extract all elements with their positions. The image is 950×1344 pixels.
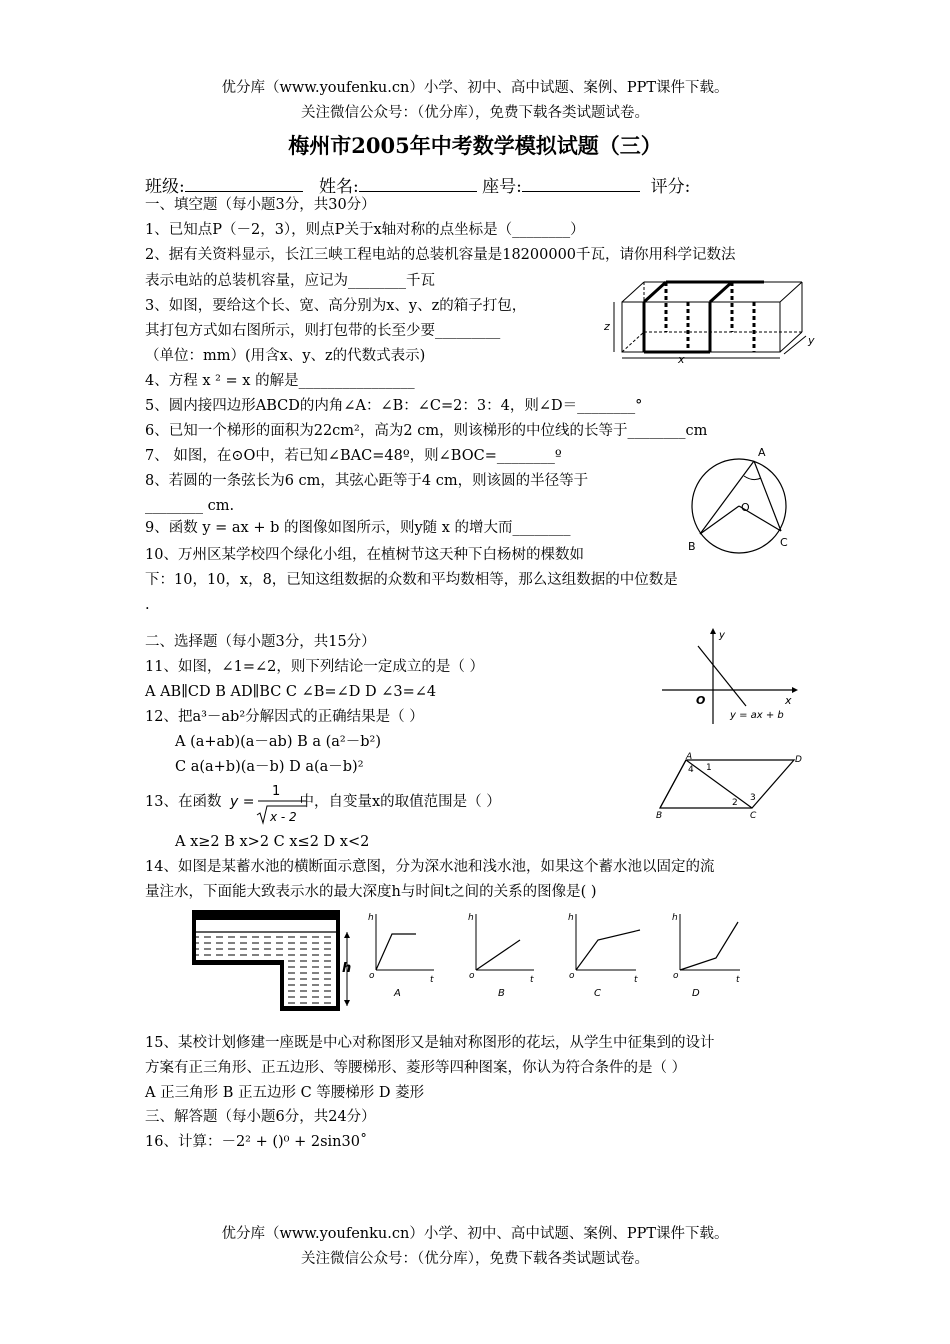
question-11: 11、如图，∠1=∠2，则下列结论一定成立的是（ ） (145, 659, 484, 675)
para-label-a: A (686, 752, 693, 762)
para-label-d: D (795, 755, 802, 765)
graph-c-label: C (594, 988, 601, 999)
graph-equation: y = ax + b (730, 710, 784, 721)
question-2-line-2: 表示电站的总装机容量，应记为________千瓦 (145, 273, 435, 289)
question-15-line-2: 方案有正三角形、正五边形、等腰梯形、菱形等四种图案，你认为符合条件的是（ ） (145, 1060, 687, 1076)
graph-a-t: t (430, 975, 434, 985)
question-10-line-3: . (145, 597, 150, 613)
circle-label-c: C (780, 536, 788, 549)
graph-label-y: y (719, 630, 725, 641)
question-8-line-1: 8、若圆的一条弦长为6 cm，其弦心距等于4 cm，则该圆的半径等于 (145, 473, 589, 489)
question-10-line-2: 下：10，10，x，8，已知这组数据的众数和平均数相等，那么这组数据的中位数是 (145, 572, 678, 588)
question-3-line-3: （单位：mm）(用含x、y、z的代数式表示) (145, 348, 426, 364)
question-3-line-1: 3、如图，要给这个长、宽、高分别为x、y、z的箱子打包， (145, 298, 527, 314)
pool-figure (192, 910, 362, 1012)
graph-option-b (468, 913, 534, 999)
graph-d-label: D (692, 988, 700, 999)
circle-label-o: O (741, 501, 750, 514)
class-label: 班级: (145, 177, 185, 197)
circle-label-b: B (688, 540, 696, 553)
question-8-line-2: ________ cm. (145, 498, 235, 514)
question-11-options: A AB∥CD B AD∥BC C ∠B=∠D D ∠3=∠4 (145, 684, 437, 700)
question-2-line-1: 2、据有关资料显示，长江三峡工程电站的总装机容量是18200000千瓦，请你用科学记数法 (145, 247, 736, 263)
graph-a-h: h (368, 913, 374, 923)
question-6: 6、已知一个梯形的面积为22cm²，高为2 cm，则该梯形的中位线的长等于________cm (145, 423, 708, 439)
box-figure (604, 272, 820, 364)
question-4: 4、方程 x ² = x 的解是________________ (145, 373, 415, 389)
question-12-options-cd: C a(a+b)(a－b) D a(a－b)² (175, 759, 364, 775)
question-10-line-1: 10、万州区某学校四个绿化小组，在植树节这天种下白杨树的棵数如 (145, 547, 584, 563)
question-9: 9、函数 y = ax + b 的图像如图所示，则y随 x 的增大而________ (145, 520, 571, 536)
section2-heading: 二、选择题（每小题3分，共15分） (145, 634, 376, 650)
question-1: 1、已知点P（－2，3），则点P关于x轴对称的点坐标是（________） (145, 222, 585, 238)
score-label: 评分: (650, 177, 691, 197)
pool-label-h: h (342, 961, 352, 976)
graph-label-x: x (785, 694, 792, 707)
angle-label-4: 4 (688, 765, 694, 775)
box-label-y: y (808, 334, 815, 347)
circle-figure (682, 444, 800, 556)
graph-c-o: o (569, 971, 575, 981)
answer-graphs (364, 908, 760, 1004)
graph-b-o: o (469, 971, 475, 981)
student-info-line (145, 172, 690, 197)
footer-line-2: 关注微信公众号：（优分库），免费下载各类试题试卷。 (301, 1251, 649, 1267)
question-13-suffix: 中，自变量x的取值范围是（ ） (299, 794, 501, 810)
section3-heading: 三、解答题（每小题6分，共24分） (145, 1109, 376, 1125)
name-label: 姓名: (318, 177, 359, 197)
box-label-z: z (604, 320, 610, 333)
graph-c-t: t (634, 975, 638, 985)
graph-label-o: O (696, 694, 706, 707)
angle-label-2: 2 (732, 798, 738, 808)
formula-lhs: y = (230, 794, 255, 810)
para-label-b: B (656, 811, 663, 821)
graph-b-h: h (468, 913, 474, 923)
formula-numerator: 1 (272, 784, 281, 799)
graph-d-h: h (672, 913, 678, 923)
question-13-prefix: 13、在函数 (145, 794, 222, 810)
formula-denominator: x - 2 (270, 810, 297, 824)
seat-label: 座号: (482, 177, 522, 197)
box-label-x: x (678, 353, 685, 364)
seat-field[interactable] (522, 177, 640, 192)
section1-heading: 一、填空题（每小题3分，共30分） (145, 197, 376, 213)
class-field[interactable] (185, 177, 303, 192)
question-12: 12、把a³－ab²分解因式的正确结果是（ ） (145, 709, 424, 725)
question-15-options: A 正三角形 B 正五边形 C 等腰梯形 D 菱形 (145, 1085, 425, 1101)
question-3-line-2: 其打包方式如右图所示，则打包带的长至少要_________ (145, 323, 501, 339)
graph-a-label: A (394, 988, 401, 999)
graph-a-o: o (369, 971, 375, 981)
question-5: 5、圆内接四边形ABCD的内角∠A：∠B：∠C=2：3：4，则∠D＝________° (145, 398, 643, 414)
graph-d-o: o (673, 971, 679, 981)
angle-label-1: 1 (706, 763, 712, 773)
graph-option-c (568, 913, 640, 999)
graph-c-h: h (568, 913, 574, 923)
question-13-formula (228, 778, 310, 828)
question-14-line-1: 14、如图是某蓄水池的横断面示意图，分为深水池和浅水池，如果这个蓄水池以固定的流 (145, 859, 715, 875)
question-13 (145, 793, 501, 811)
linear-function-graph (658, 626, 798, 726)
question-7: 7、 如图，在⊙O中，若已知∠BAC=48º，则∠BOC=________º (145, 448, 562, 464)
question-12-options-ab: A (a+ab)(a－ab) B a (a²－b²) (175, 734, 381, 750)
para-label-c: C (750, 811, 757, 821)
parallelogram-figure (656, 750, 802, 822)
graph-option-d (672, 913, 740, 999)
graph-b-label: B (498, 988, 505, 999)
circle-label-a: A (758, 446, 766, 459)
question-14-line-2: 量注水，下面能大致表示水的最大深度h与时间t之间的关系的图像是( ) (145, 884, 597, 900)
question-16: 16、计算：－2² + ()⁰ + 2sin30˚ (145, 1134, 368, 1150)
header-line-1: 优分库（www.youfenku.cn）小学、初中、高中试题、案例、PPT课件下载。 (221, 80, 729, 96)
graph-d-t: t (736, 975, 740, 985)
angle-label-3: 3 (750, 793, 756, 803)
name-field[interactable] (359, 177, 477, 192)
graph-option-a (368, 913, 434, 999)
footer-line-1: 优分库（www.youfenku.cn）小学、初中、高中试题、案例、PPT课件下载。 (221, 1226, 729, 1242)
question-13-options: A x≥2 B x>2 C x≤2 D x<2 (175, 834, 370, 850)
graph-b-t: t (530, 975, 534, 985)
question-15-line-1: 15、某校计划修建一座既是中心对称图形又是轴对称图形的花坛，从学生中征集到的设计 (145, 1035, 715, 1051)
header-line-2: 关注微信公众号：（优分库），免费下载各类试题试卷。 (301, 105, 649, 121)
page-title: 梅州市2005年中考数学模拟试题（三） (288, 133, 662, 158)
